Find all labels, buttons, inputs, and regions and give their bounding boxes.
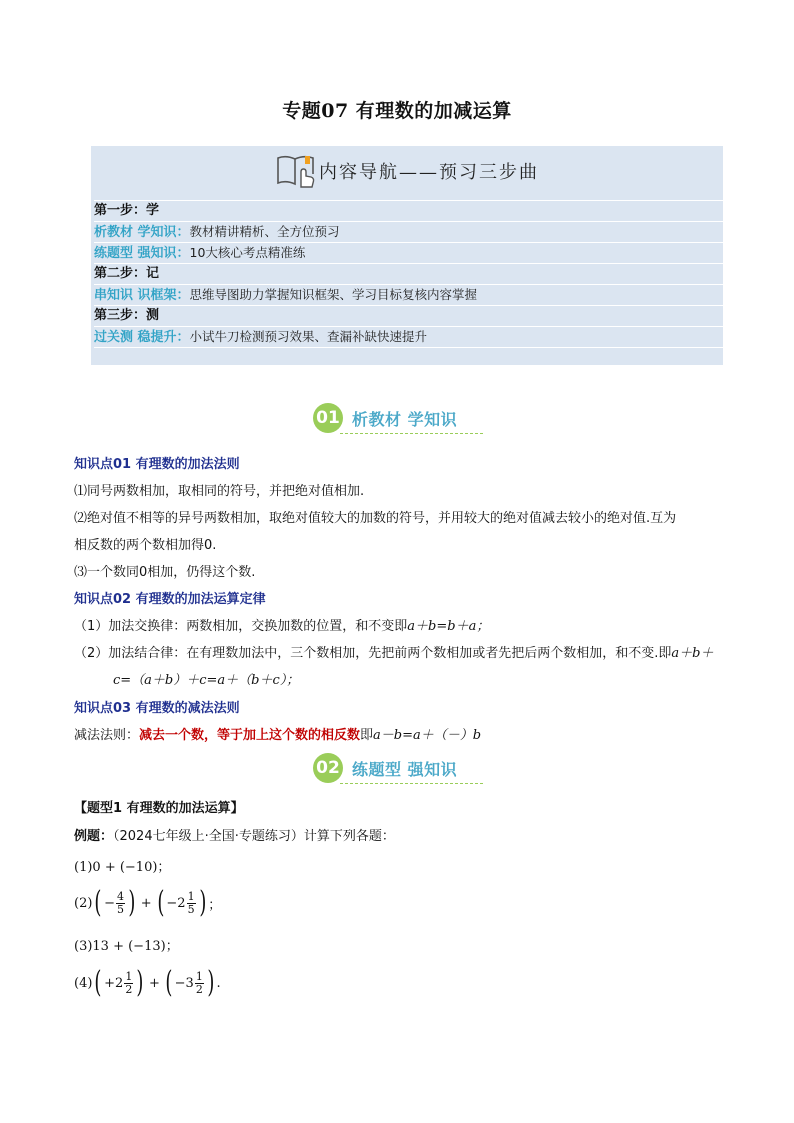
- left-paren: (: [157, 885, 165, 920]
- nav-key: 析教材 学知识：: [94, 225, 190, 240]
- left-paren: (: [94, 965, 102, 1000]
- nav-key: 串知识 识框架：: [94, 288, 190, 303]
- example-text: （2024七年级上·全国·专题练习）计算下列各题：: [113, 829, 395, 844]
- left-paren: (: [94, 885, 102, 920]
- example-label: 例题：: [74, 829, 114, 844]
- mixed-number-whole: +2: [104, 975, 124, 991]
- mixed-number-whole: −2: [166, 895, 186, 911]
- rule-highlight: 减去一个数，等于加上这个数的相反数: [139, 728, 361, 743]
- content-navigation-box: [91, 146, 723, 365]
- nav-row-empty: [94, 347, 723, 367]
- knowledge-point-3-title: 知识点03 有理数的减法法则: [74, 701, 240, 716]
- nav-desc: 小试牛刀检测预习效果、查漏补缺快速提升: [189, 329, 428, 344]
- nav-row-step1: [94, 200, 723, 220]
- section-banner-02: [313, 748, 457, 788]
- section-label: 析教材 学知识: [352, 409, 458, 429]
- step-label: 第二步：记: [94, 266, 160, 281]
- kp2-line-2: [74, 642, 713, 661]
- nav-row-practice: [94, 242, 723, 262]
- nav-key: 练题型 强知识：: [94, 246, 190, 261]
- question-2-label: (2): [74, 895, 93, 911]
- right-paren: ): [128, 885, 136, 920]
- nav-desc: 10大核心考点精准练: [189, 245, 306, 260]
- question-end-mark: ；: [208, 897, 222, 913]
- question-end-mark: .: [216, 975, 221, 991]
- knowledge-point-2-title: 知识点02 有理数的加法运算定律: [74, 592, 266, 607]
- step-label: 第一步：学: [94, 203, 160, 218]
- book-pointer-icon: [275, 152, 317, 190]
- nav-header: [91, 146, 723, 196]
- kp2-line-1-text: （1）加法交换律：两数相加，交换加数的位置，和不变即: [74, 619, 408, 634]
- kp3-rule-line: [74, 724, 481, 743]
- nav-row-study: [94, 221, 723, 241]
- fraction-1-2: $\frac{1}{2}$: [195, 969, 203, 996]
- rule-prefix: 减法法则：: [74, 728, 140, 743]
- right-paren: ): [198, 885, 206, 920]
- question-4: [74, 965, 221, 1000]
- section-underline: [340, 433, 483, 434]
- kp2-line-2-text: （2）加法结合律：在有理数加法中，三个数相加，先把前两个数相加或者先把后两个数相加，和不变.即: [74, 646, 672, 661]
- nav-row-step2: [94, 263, 723, 283]
- section-banner-01: [313, 398, 457, 438]
- knowledge-point-1-title: 知识点01 有理数的加法法则: [74, 457, 240, 472]
- nav-row-framework: [94, 284, 723, 304]
- right-paren: ): [207, 965, 215, 1000]
- kp1-line-1: ⑴同号两数相加，取相同的符号，并把绝对值相加.: [74, 484, 365, 499]
- kp2-line-1: [74, 615, 489, 634]
- left-paren: (: [165, 965, 173, 1000]
- nav-row-test: [94, 326, 723, 346]
- section-number: 02: [313, 753, 343, 783]
- rule-suffix: 即: [360, 728, 374, 743]
- section-underline: [340, 783, 483, 784]
- plus-sign: +: [149, 975, 160, 991]
- question-2: [74, 885, 222, 920]
- commutative-formula: a＋b=b＋a；: [407, 619, 490, 634]
- fraction-4-5: $\frac{4}{5}$: [117, 889, 125, 916]
- fraction-1-5: $\frac{1}{5}$: [187, 889, 195, 916]
- plus-sign: +: [140, 895, 152, 911]
- section-label: 练题型 强知识: [352, 759, 458, 779]
- minus-sign: −: [104, 895, 116, 911]
- nav-desc: 思维导图助力掌握知识框架、学习目标复核内容掌握: [189, 287, 478, 302]
- step-label: 第三步：测: [94, 308, 160, 323]
- associative-formula-end: c=（a＋b）＋c=a＋（b＋c）；: [113, 673, 300, 688]
- nav-desc: 教材精讲精析、全方位预习: [189, 224, 340, 239]
- nav-title: 内容导航——预习三步曲: [319, 162, 539, 183]
- kp1-line-2: ⑵绝对值不相等的异号两数相加，取绝对值较大的加数的符号，并用较大的绝对值减去较小的绝对值.互为: [74, 511, 677, 526]
- fraction-1-2: $\frac{1}{2}$: [125, 969, 133, 996]
- nav-row-step3: [94, 305, 723, 325]
- question-3: (3)13 + (−13)；: [74, 939, 179, 954]
- section-number: 01: [313, 403, 343, 433]
- right-paren: ): [136, 965, 144, 1000]
- mixed-number-whole: −3: [174, 975, 194, 991]
- nav-key: 过关测 稳提升：: [94, 330, 190, 345]
- associative-formula-start: a＋b＋: [671, 646, 714, 661]
- question-1: (1)0 + (−10)；: [74, 860, 171, 875]
- example-line: [74, 825, 395, 844]
- page-title: 专题07 有理数的加减运算: [282, 100, 512, 122]
- question-4-label: (4): [74, 975, 93, 991]
- question-type-1-title: 【题型1 有理数的加法运算】: [74, 801, 244, 816]
- subtraction-formula: a－b=a＋（－）b: [373, 728, 482, 743]
- kp1-line-3: 相反数的两个数相加得0.: [74, 538, 217, 553]
- kp1-line-4: ⑶一个数同0相加，仍得这个数.: [74, 565, 256, 580]
